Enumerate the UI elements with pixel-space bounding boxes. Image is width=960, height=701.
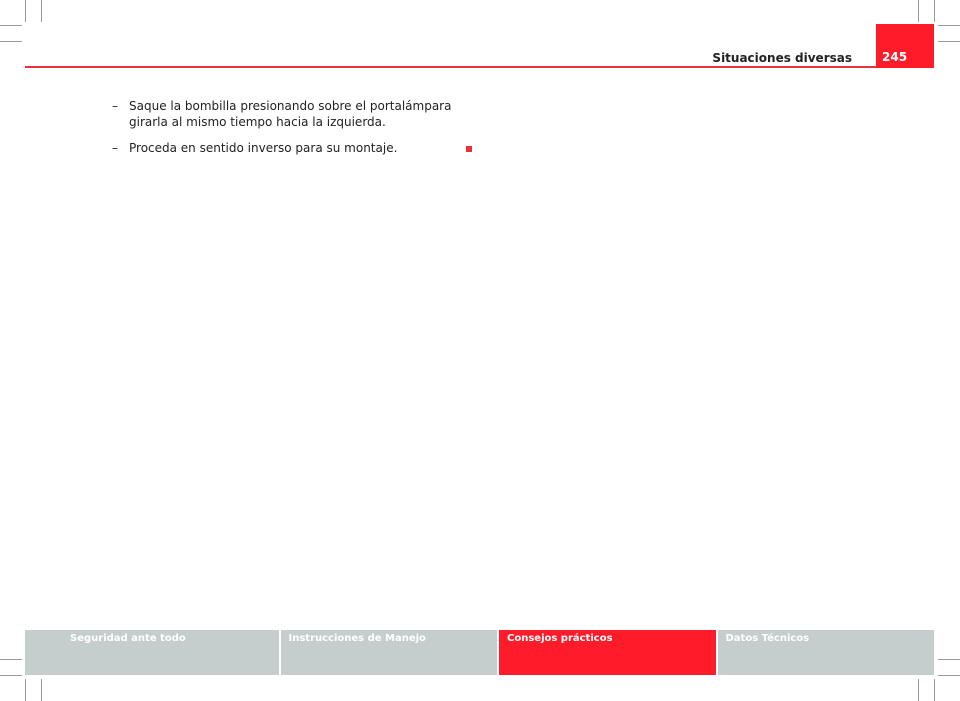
tab-seguridad[interactable]: Seguridad ante todo [25,630,279,675]
crop-mark [938,41,960,42]
crop-mark [918,0,919,22]
step-dash: – [112,99,118,113]
step-text: Saque la bombilla presionando sobre el portalámpara girarla al mismo tiempo hacia la izquierda. [129,99,452,129]
section-title: Situaciones diversas [712,51,852,65]
tab-datos-tecnicos[interactable]: Datos Técnicos [718,630,935,675]
crop-mark [0,675,22,676]
crop-mark [0,25,22,26]
step-item [112,98,482,130]
instruction-steps [112,98,482,166]
tab-instrucciones[interactable]: Instrucciones de Manejo [281,630,498,675]
crop-mark [25,0,26,22]
crop-mark [0,41,22,42]
step-item [112,140,482,156]
crop-mark [938,675,960,676]
crop-mark [41,679,42,701]
crop-mark [25,679,26,701]
step-text: Proceda en sentido inverso para su montaje. [129,141,398,155]
chapter-navigation [25,630,934,675]
page-number-box [876,24,934,68]
header-rule [25,66,934,68]
crop-mark [934,679,935,701]
crop-mark [41,0,42,22]
crop-mark [938,659,960,660]
page-number: 245 [882,50,908,64]
crop-mark [0,659,22,660]
tab-consejos[interactable]: Consejos prácticos [499,630,716,675]
step-dash: – [112,141,118,155]
crop-mark [938,25,960,26]
end-of-section-square-icon [466,146,472,152]
crop-mark [934,0,935,22]
crop-mark [918,679,919,701]
